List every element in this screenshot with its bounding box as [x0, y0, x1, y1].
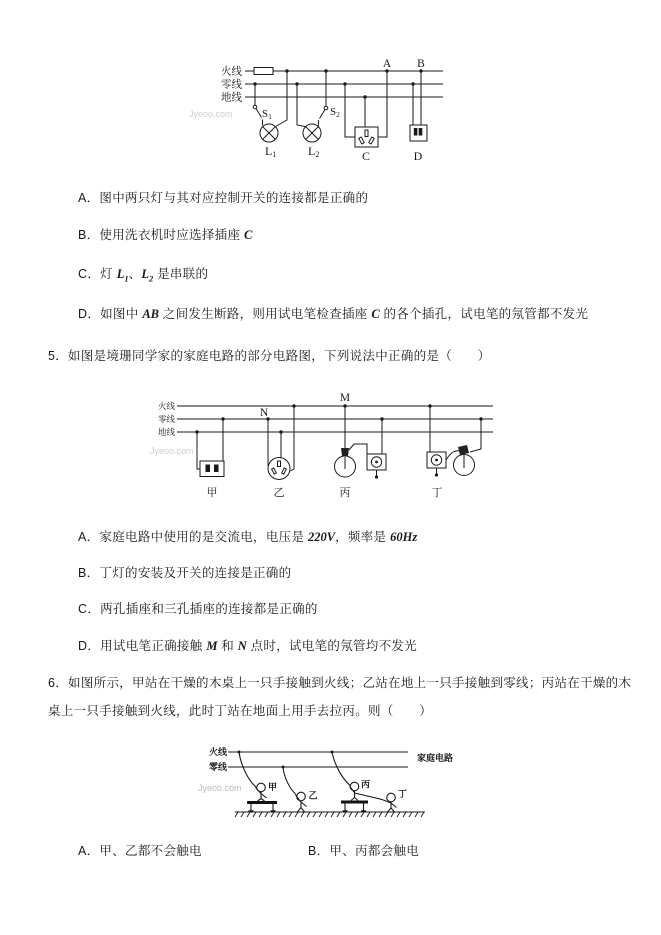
person-jia-label: 甲: [268, 782, 278, 792]
drop-wire-2: [283, 767, 296, 795]
circuit-diagram-q5: [145, 390, 500, 500]
circuit-diagram-q4: [185, 55, 455, 170]
switch-s1-icon: [253, 105, 257, 109]
electric-shock-diagram-q6: [195, 740, 465, 824]
q5-option-b: B．丁灯的安装及开关的连接是正确的: [78, 566, 292, 580]
wire-label-neutral: 零线: [157, 414, 175, 424]
watermark: Jyeoo.com: [198, 783, 242, 793]
switch-s2-icon: [324, 106, 328, 110]
item-bing-label: 丙: [339, 487, 351, 499]
item-yi-label: 乙: [273, 487, 285, 499]
person-bing-label: 丙: [361, 779, 371, 790]
table-2-icon: [341, 801, 368, 813]
wire-label-neutral: 零线: [221, 78, 242, 91]
q6-option-b: B．甲、丙都会触电: [308, 844, 420, 858]
switch-s2-lever: [320, 110, 326, 119]
person-jia-icon: [256, 783, 267, 801]
lamp-bing-icon: [335, 448, 356, 477]
socket-c-icon: [355, 127, 378, 147]
q4-option-a: A．图中两只灯与其对应控制开关的连接都是正确的: [78, 191, 369, 205]
q5-stem: 5．如图是境珊同学家的家庭电路的部分电路图，下列说法中正确的是（ ）: [48, 349, 491, 363]
q4-option-d: D．如图中 AB 之间发生断路，则用试电笔检查插座 C 的各个插孔，试电笔的氖管都不发光: [78, 307, 589, 321]
wire-label-live: 火线: [221, 65, 242, 78]
wire-label-live: 火线: [157, 401, 175, 411]
item-ding-label: 丁: [431, 487, 443, 499]
q5-option-d: D．用试电笔正确接触 M 和 N 点时，试电笔的氖管均不发光: [78, 639, 418, 653]
point-b-label: B: [417, 58, 425, 70]
q6-option-a: A．甲、乙都不会触电: [78, 844, 202, 858]
switch-s2-label: S2: [330, 106, 340, 119]
person-yi-icon: [296, 792, 307, 812]
q5-option-c: C．两孔插座和三孔插座的连接都是正确的: [78, 602, 318, 616]
watermark: Jyeoo.com: [189, 109, 233, 119]
socket-d-icon: [410, 125, 427, 141]
switch-s1-lever: [256, 109, 262, 118]
q4-option-b: B．使用洗衣机时应选择插座 C: [78, 228, 253, 242]
lamp-ding-icon: [454, 445, 475, 476]
socket-yi-icon: [268, 458, 290, 480]
circuit-label: 家庭电路: [417, 753, 454, 763]
item-jia-label: 甲: [206, 487, 218, 499]
drop-wire-3: [332, 752, 350, 786]
lamp-l2-label: L2: [308, 144, 320, 159]
lamp-l2-icon: [303, 124, 321, 142]
ground-line: [235, 812, 425, 817]
table-1-icon: [247, 801, 277, 812]
watermark: Jyeoo.com: [150, 446, 194, 456]
wire-label-live: 火线: [208, 747, 227, 757]
lamp-l1-label: L1: [265, 144, 277, 159]
person-ding-icon: [382, 793, 397, 812]
q5-option-a: A．家庭电路中使用的是交流电，电压是 220V，频率是 60Hz: [78, 530, 418, 544]
lamp-l1-icon: [260, 124, 278, 142]
wire-lines: [228, 752, 408, 767]
junction-dots: [238, 751, 334, 769]
point-a-label: A: [382, 58, 392, 70]
wire-label-neutral: 零线: [208, 762, 227, 772]
point-n-label: N: [259, 407, 269, 419]
fuse-icon: [254, 68, 273, 75]
q6-stem-line-2: 桌上一只手接触到火线，此时丁站在地面上用手去拉丙。则（ ）: [48, 704, 433, 718]
q6-stem-line-1: 6．如图所示，甲站在干燥的木桌上一只手接触到火线；乙站在地上一只手接触到零线；丙站在干燥的木: [48, 676, 632, 690]
point-m-label: M: [339, 392, 351, 404]
switch-s1-label: S1: [262, 108, 272, 121]
socket-d-label: D: [413, 149, 423, 163]
socket-jia-icon: [200, 461, 224, 477]
wire-label-ground: 地线: [221, 91, 242, 104]
socket-c-label: C: [361, 149, 371, 163]
wire-label-ground: 地线: [157, 427, 175, 437]
person-yi-label: 乙: [308, 790, 318, 801]
person-ding-label: 丁: [398, 789, 408, 799]
pull-switch-ding-icon: [427, 452, 446, 477]
drop-wire-1: [239, 752, 256, 787]
q4-option-c: C．灯 $L_1$、$L_2$ 是串联的: [78, 267, 209, 284]
pull-switch-bing-icon: [367, 454, 386, 479]
